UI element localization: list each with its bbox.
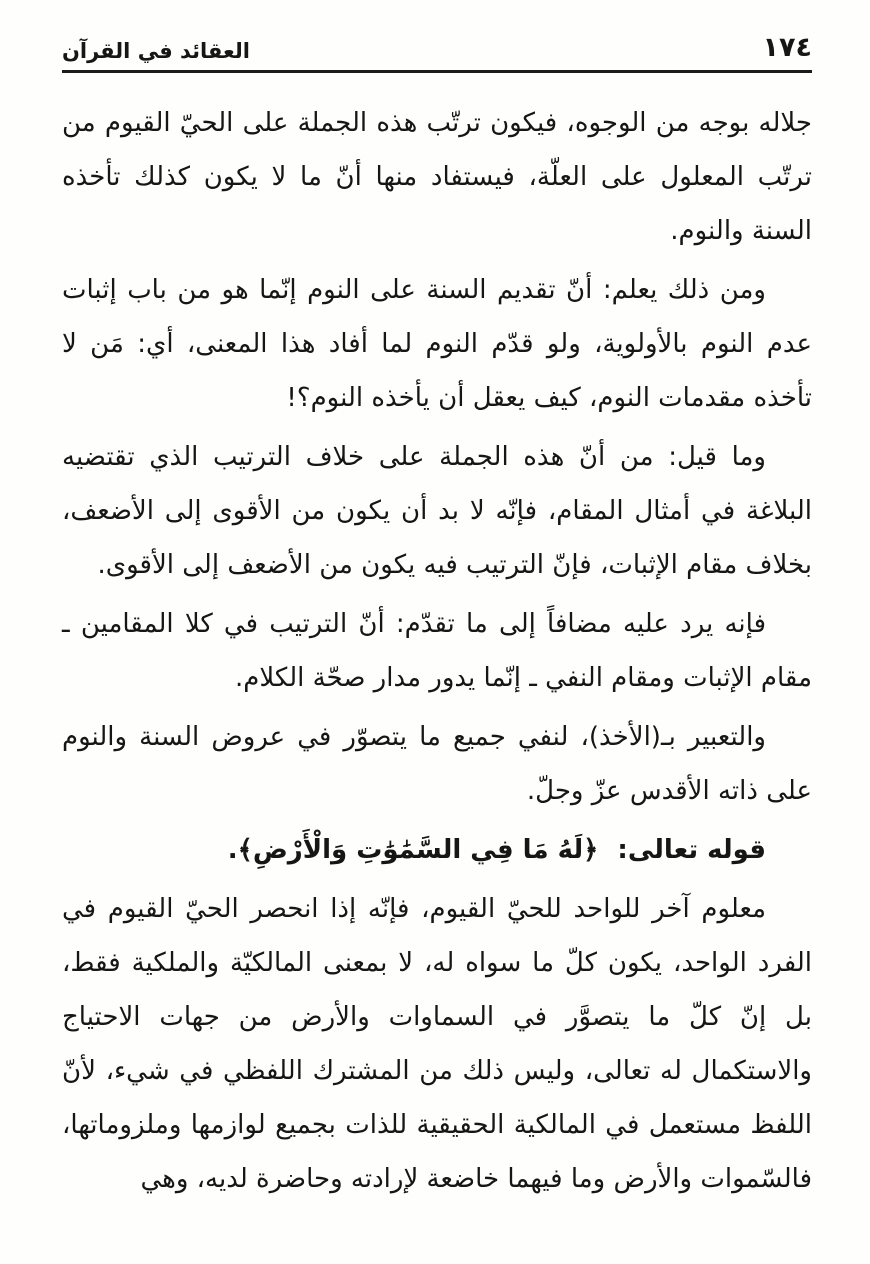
paragraph-4: فإنه يرد عليه مضافاً إلى ما تقدّم: أنّ الترتيب في كلا المقامين ـ مقام الإثبات ومقام النفي ـ إنّما يدور مدار صحّة الكلام. [62,609,812,693]
paragraph-continuation: جلاله بوجه من الوجوه، فيكون ترتّب هذه الجملة على الحيّ القيوم من ترتّب المعلول على العلّة، فيستفاد منها أنّ ما لا يكون كذلك تأخذه السنة والنوم. [62,108,812,246]
paragraph-5: والتعبير بـ(الأخذ)، لنفي جميع ما يتصوّر في عروض السنة والنوم على ذاته الأقدس عزّ وجلّ. [62,722,812,806]
paragraph-2: ومن ذلك يعلم: أنّ تقديم السنة على النوم إنّما هو من باب إثبات عدم النوم بالأولوية، ولو قدّم النوم لما أفاد هذا المعنى، أي: مَن لا تأخذه مقدمات النوم، كيف يعقل أن يأخذه النوم؟! [62,275,812,413]
paragraph-3: وما قيل: من أنّ هذه الجملة على خلاف الترتيب الذي تقتضيه البلاغة في أمثال المقام، فإنّه لا بد أن يكون من الأقوى إلى الأضعف، بخلاف مقام الإثبات، فإنّ الترتيب فيه يكون من الأضعف إلى الأقوى. [62,442,812,580]
page-header [62,32,812,63]
verse-suffix: . [227,835,238,865]
book-title: العقائد في القرآن [62,39,250,63]
page-number: ١٧٤ [762,32,812,63]
header-rule [62,70,812,73]
quran-verse-line [62,823,812,877]
page-body [62,96,812,1206]
verse-lead: قوله تعالى: [617,835,766,865]
verse-text: ﴿لَهُ مَا فِي السَّمَٰوَٰتِ وَالْأَرْضِ﴾ [237,835,599,865]
paragraph-6: معلوم آخر للواحد للحيّ القيوم، فإنّه إذا انحصر الحيّ القيوم في الفرد الواحد، يكون كلّ ما سواه له، لا بمعنى المالكيّة والملكية فقط، بل إنّ كلّ ما يتصوَّر في السماوات والأرض من جهات الاحتياج والاستكمال له تعالى، وليس ذلك من المشترك اللفظي في شيء، لأنّ اللفظ مستعمل في المالكية الحقيقية للذات بجميع لوازمها وملزوماتها، فالسّموات والأرض وما فيهما خاضعة لإرادته وحاضرة لديه، وهي [62,894,812,1194]
